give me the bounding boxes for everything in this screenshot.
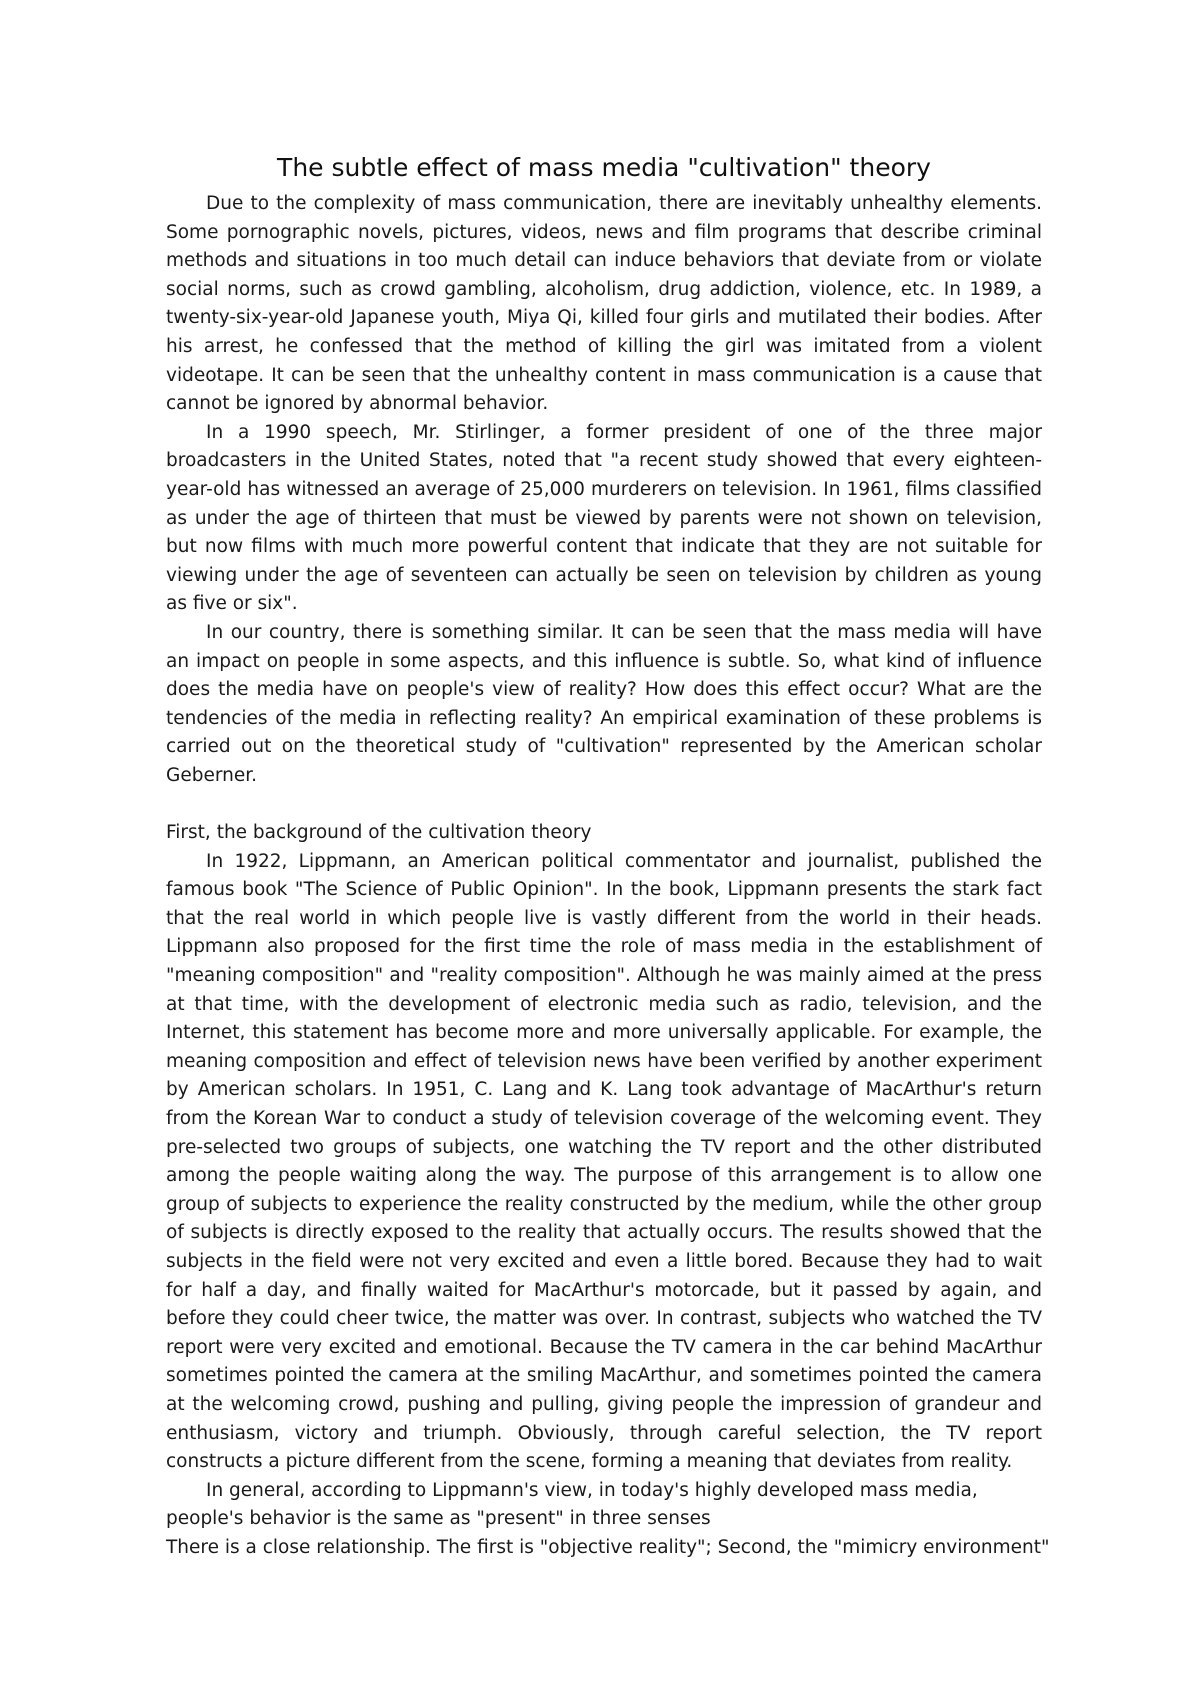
paragraph-lippmann: In 1922, Lippmann, an American political commentator and journalist, published the famous book "The Science of Public Opinion". In the book, Lippmann presents the stark fact that the real world in which people live is vastly different from the world in their heads. Lippmann also proposed for the first time the role of mass media in the establishment of "meaning composition" and "reality composition". Although he was mainly aimed at the press at that time, with the development of electronic media such as radio, television, and the Internet, this statement has become more and more universally applicable. For example, the meaning composition and effect of television news have been verified by another experiment by American scholars. In 1951, C. Lang and K. Lang took advantage of MacArthur's return from the Korean War to conduct a study of television coverage of the welcoming event. They pre-selected two groups of subjects, one watching the TV report and the other distributed among the people waiting along the way. The purpose of this arrangement is to allow one group of subjects to experience the reality constructed by the medium, while the other group of subjects is directly exposed to the reality that actually occurs. The results showed that the subjects in the field were not very excited and even a little bored. Because they had to wait for half a day, and finally waited for MacArthur's motorcade, but it passed by again, and before they could cheer twice, the matter was over. In contrast, subjects who watched the TV report were very excited and emotional. Because the TV camera in the car behind MacArthur sometimes pointed the camera at the smiling MacArthur, and sometimes pointed the camera at the welcoming crowd, pushing and pulling, giving people the impression of grandeur and enthusiasm, victory and triumph. Obviously, through careful selection, the TV report constructs a picture different from the scene, forming a meaning that deviates from reality. [166, 850, 1042, 1473]
section-heading: First, the background of the cultivation theory [166, 822, 592, 844]
paragraph-spacer [166, 790, 1042, 819]
paragraph-our-country: In our country, there is something similar. It can be seen that the mass media will have an impact on people in some aspects, and this influence is subtle. So, what kind of influence does the media have on people's view of reality? How does this effect occur? What are the tendencies of the media in reflecting reality? An empirical examination of these problems is carried out on the theoretical study of "cultivation" represented by the American scholar Geberner. [166, 621, 1042, 786]
document-title: The subtle effect of mass media "cultivation" theory [277, 153, 931, 182]
paragraph-general-line-1: In general, according to Lippmann's view, in today's highly developed mass media, [206, 1479, 978, 1501]
paragraph-speech: In a 1990 speech, Mr. Stirlinger, a former president of one of the three major broadcasters in the United States, noted that "a recent study showed that every eighteen-year-old has witnessed an average of 25,000 murderers on television. In 1961, films classified as under the age of thirteen that must be viewed by parents were not shown on television, but now films with much more powerful content that indicate that they are not suitable for viewing under the age of seventeen can actually be seen on television by children as young as five or six". [166, 421, 1042, 615]
paragraph-final-line: There is a close relationship. The first is "objective reality"; Second, the "mimicry environment" [166, 1536, 1050, 1558]
paragraph-intro: Due to the complexity of mass communication, there are inevitably unhealthy elements. Some pornographic novels, pictures, videos, news and film programs that describe criminal methods and situations in too much detail can induce behaviors that deviate from or violate social norms, such as crowd gambling, alcoholism, drug addiction, violence, etc. In 1989, a twenty-six-year-old Japanese youth, Miya Qi, killed four girls and mutilated their bodies. After his arrest, he confessed that the method of killing the girl was imitated from a violent videotape. It can be seen that the unhealthy content in mass communication is a cause that cannot be ignored by abnormal behavior. [166, 193, 1042, 415]
document-body [166, 150, 1050, 1563]
paragraph-general-line-2: people's behavior is the same as "present" in three senses [166, 1508, 711, 1530]
